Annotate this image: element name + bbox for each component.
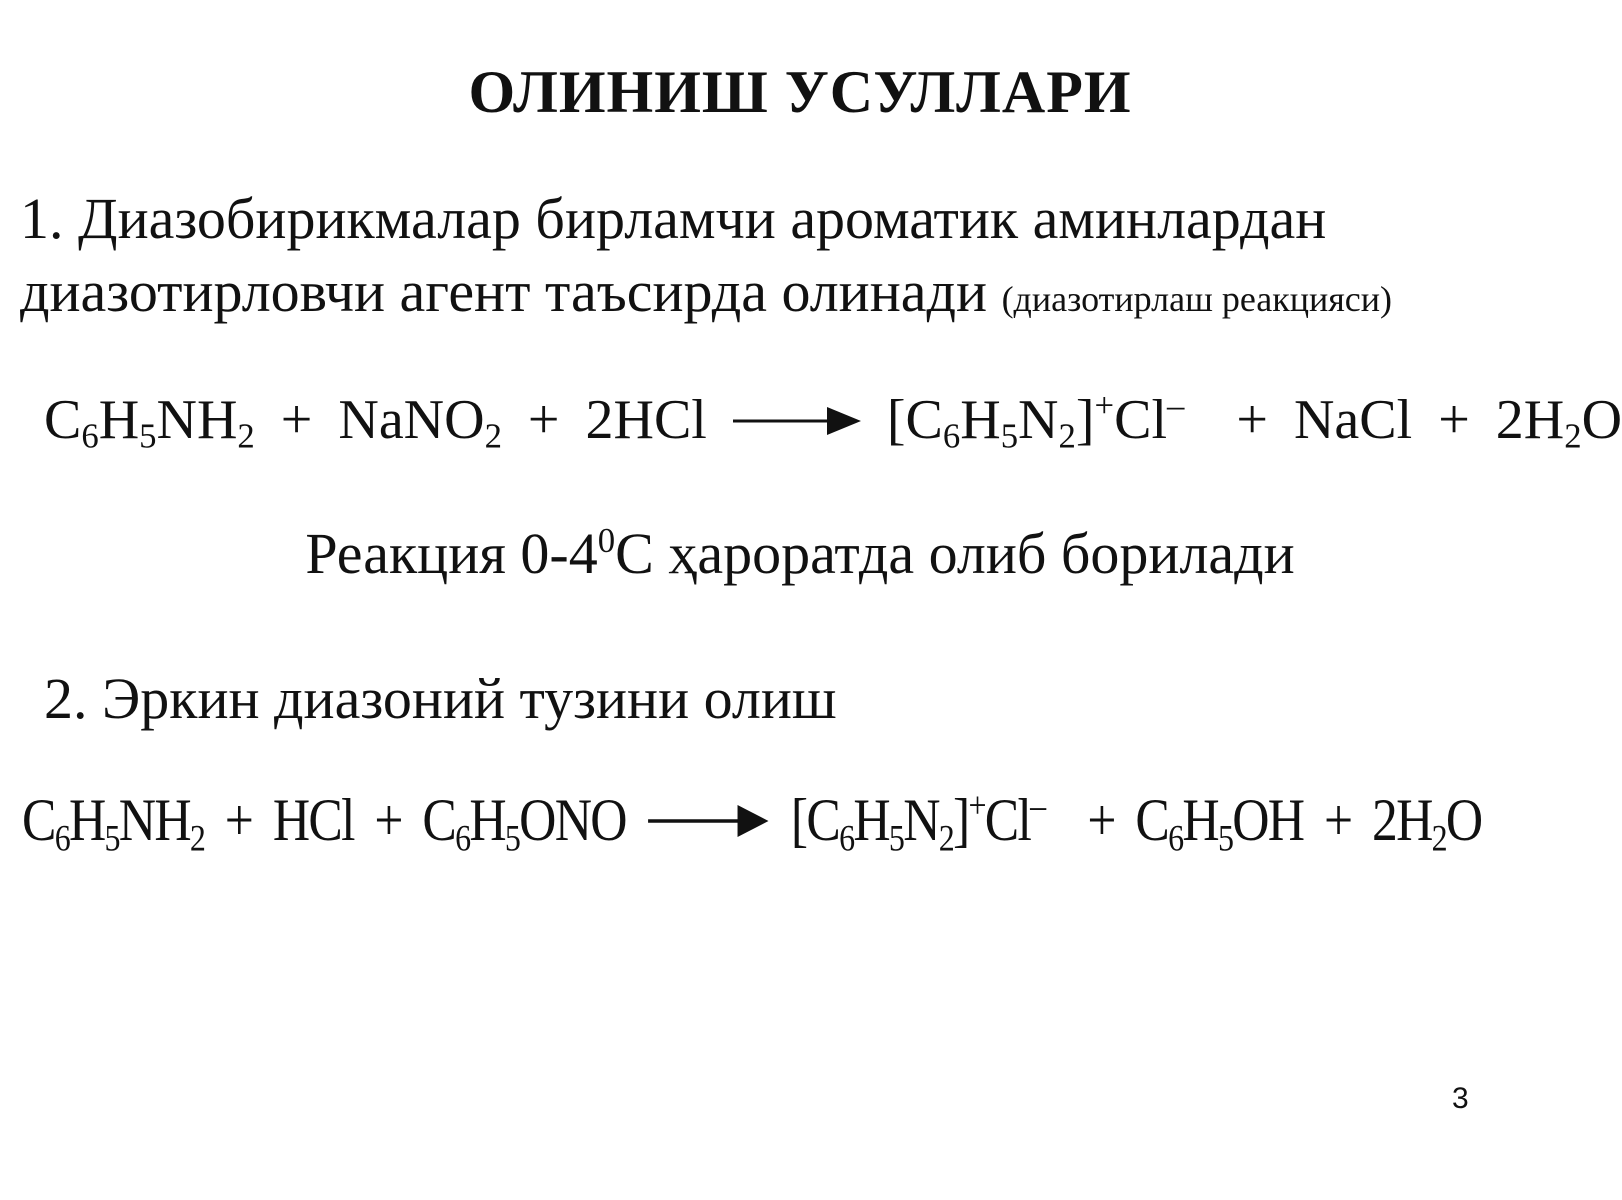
method1-note: (диазотирлаш реакцияси)	[1001, 279, 1393, 319]
reaction-condition: Реакция $0-4^0C$ ҳароратда олиб борилади	[305, 521, 1295, 586]
reactant-aniline: $C_6H_5NH_2$	[44, 389, 255, 456]
equation-diazotization	[44, 386, 1622, 456]
method1-line2-main: диазотирловчи агент таъсирда олинади	[20, 259, 988, 324]
method1-text-line2	[20, 259, 1393, 324]
product-diazonium-salt: $[C_6H_5N_2]^+Cl^-$	[790, 785, 1045, 860]
plus-sign: +	[1438, 389, 1470, 451]
product-water: $2H_2O$	[1495, 389, 1622, 456]
product-diazonium-salt: $[C_6H_5N_2]^+Cl^-$	[886, 386, 1185, 456]
reactant-sodium-nitrite: NaNO$_2$	[338, 389, 502, 456]
reaction-arrow-icon	[733, 392, 861, 448]
plus-sign: +	[374, 787, 402, 853]
reactant-hcl: 2HCl	[585, 389, 707, 451]
plus-sign: +	[224, 787, 253, 853]
reactant-phenyl-nitrite: $C_6H_5ONO$	[422, 787, 626, 860]
plus-sign: +	[527, 389, 560, 451]
reactant-hcl: HCl	[272, 787, 354, 853]
slide-title: ОЛИНИШ УСУЛЛАРИ	[468, 59, 1132, 125]
plus-sign: +	[1087, 787, 1115, 853]
equation-free-diazonium	[22, 785, 1482, 860]
product-phenol: $C_6H_5OH$	[1135, 787, 1304, 860]
reaction-arrow-icon	[648, 790, 768, 850]
product-water: $2H_2O$	[1371, 787, 1482, 860]
plus-sign: +	[280, 389, 313, 451]
page-number: 3	[1452, 1082, 1469, 1115]
plus-sign: +	[1323, 787, 1352, 853]
reactant-aniline: $C_6H_5NH_2$	[22, 787, 205, 860]
method1-text-line1: 1. Диазобирикмалар бирламчи ароматик аминлардан	[20, 186, 1327, 251]
plus-sign: +	[1236, 389, 1268, 451]
method2-heading: 2. Эркин диазоний тузини олиш	[44, 666, 837, 731]
product-nacl: NaCl	[1293, 389, 1413, 451]
